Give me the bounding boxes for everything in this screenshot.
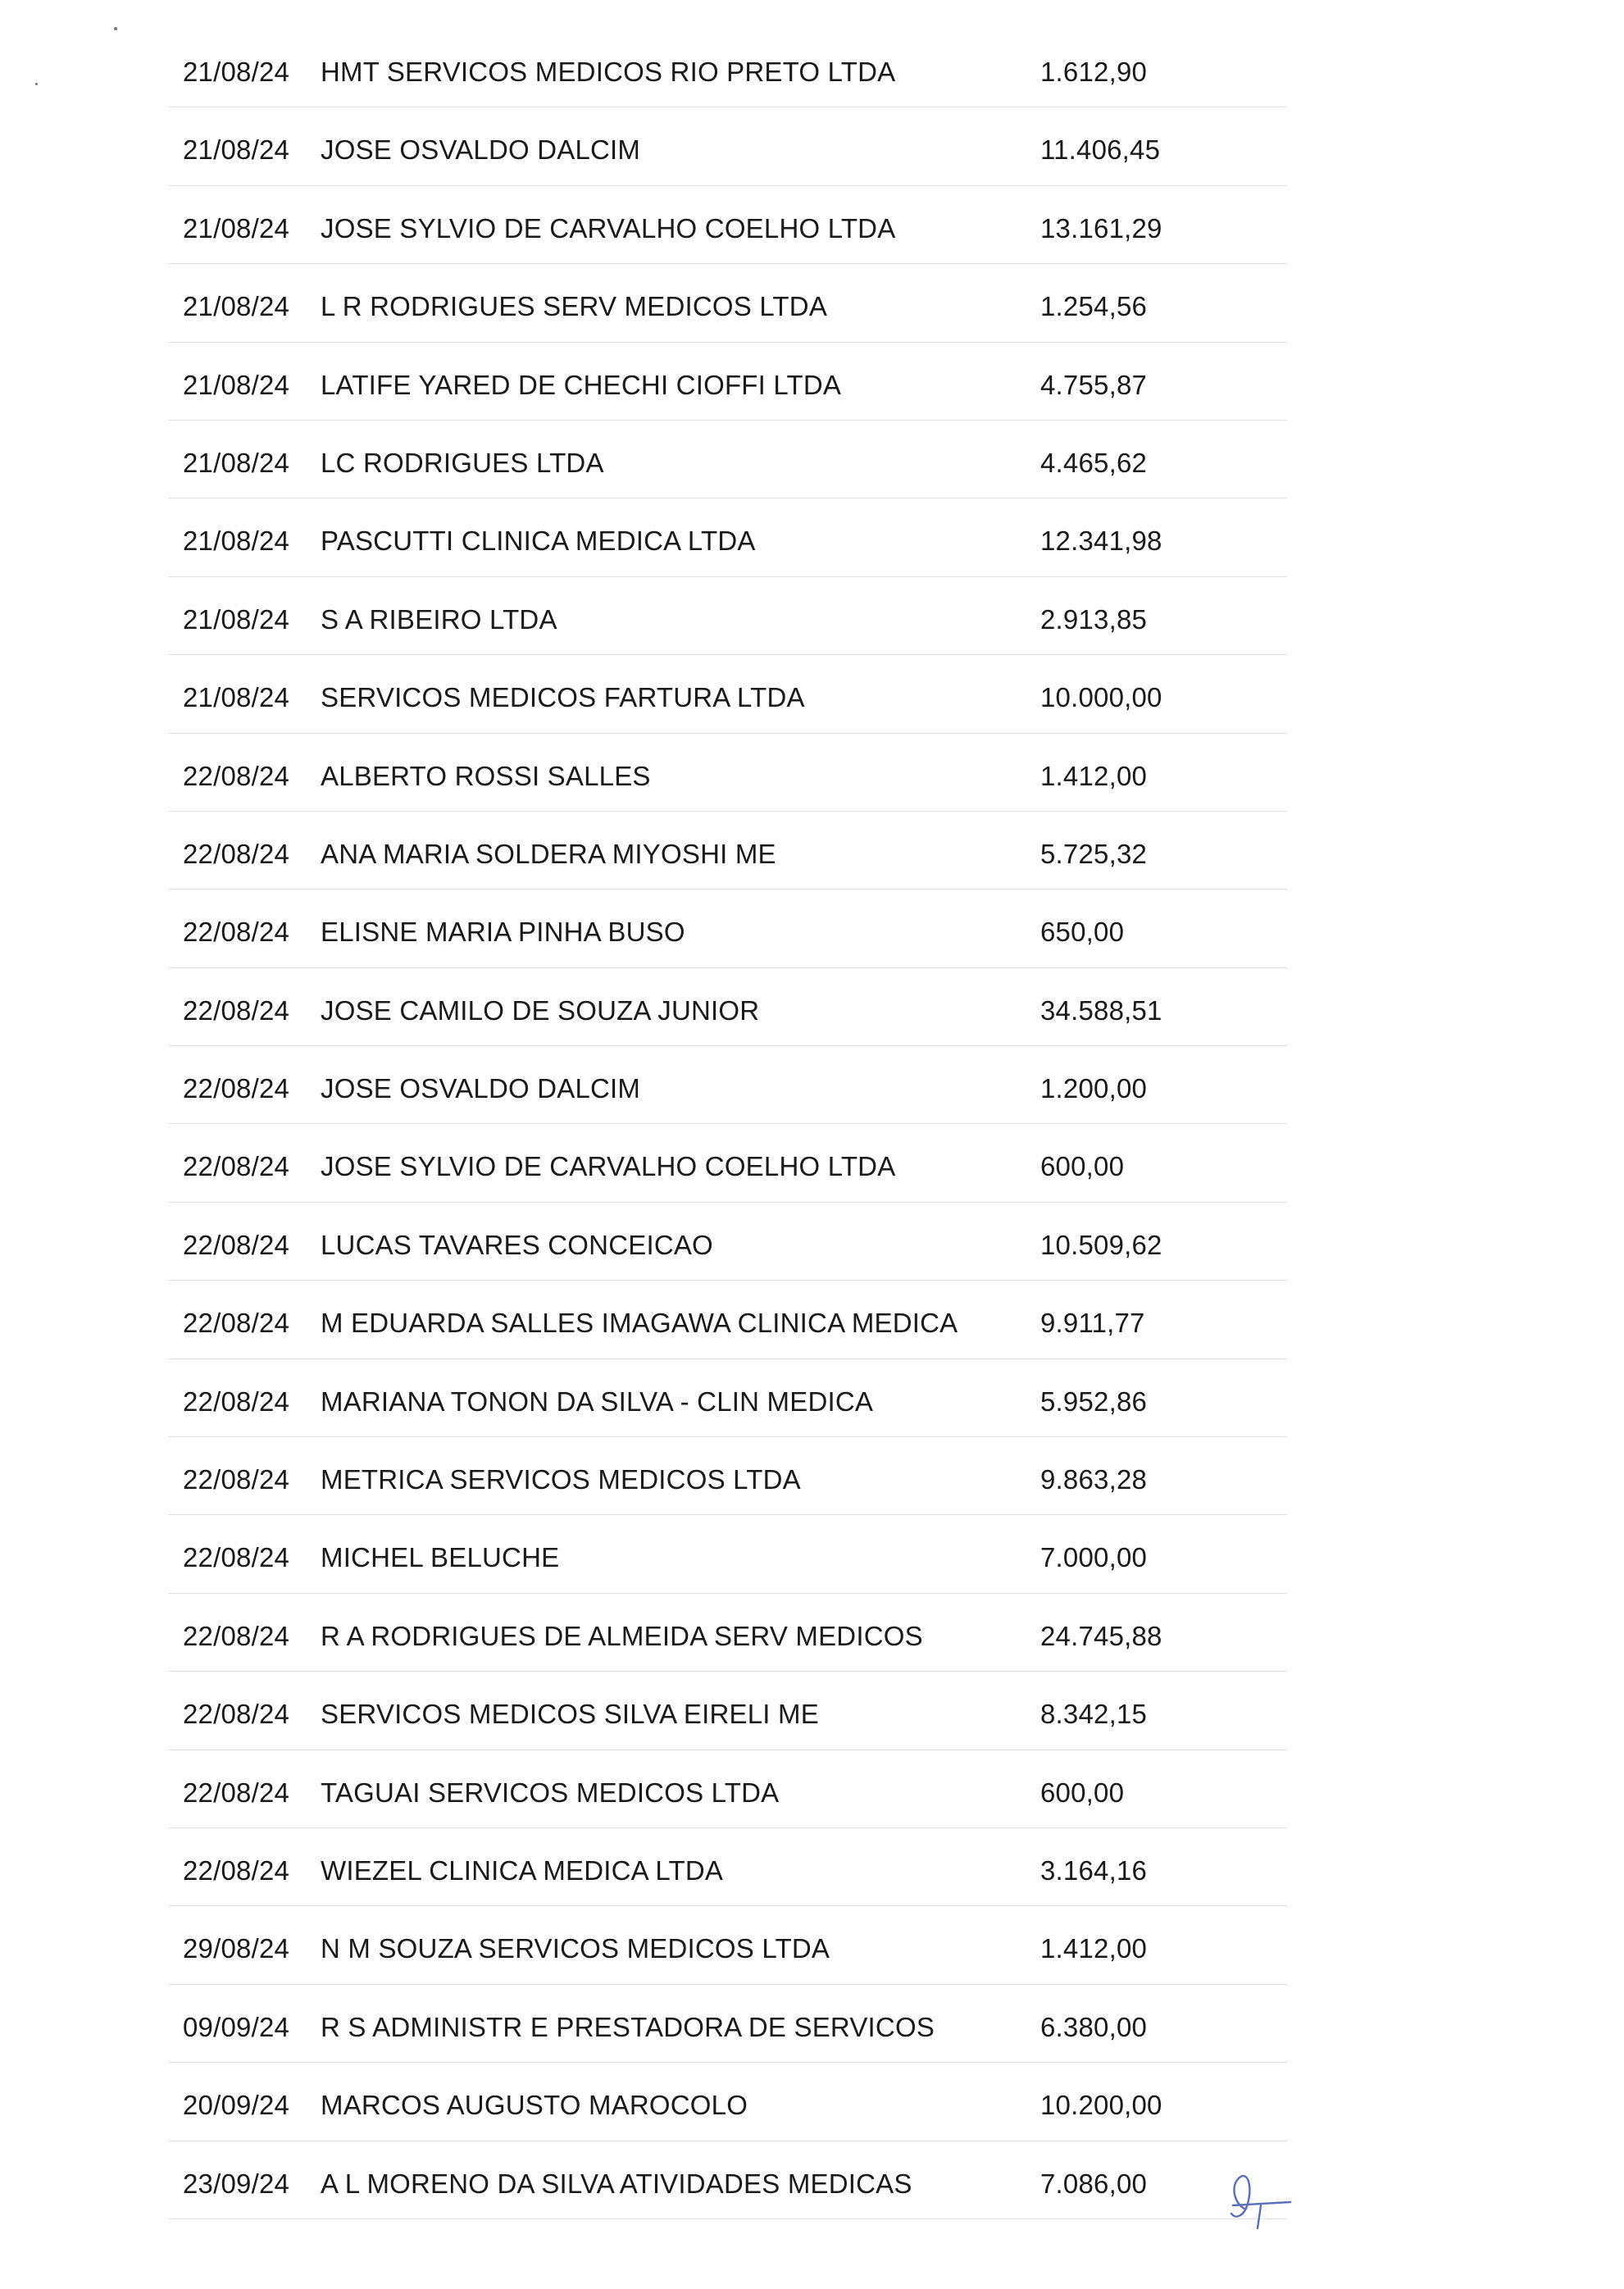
row-date: 21/08/24 — [183, 134, 290, 166]
table-row — [168, 2063, 1287, 2141]
row-name: ALBERTO ROSSI SALLES — [321, 760, 651, 791]
row-value: 9.911,77 — [1040, 1308, 1145, 1339]
row-date: 22/08/24 — [183, 1386, 290, 1417]
scan-speck — [35, 83, 38, 85]
row-date: 21/08/24 — [183, 212, 290, 243]
table-row — [168, 1359, 1287, 1437]
row-date: 22/08/24 — [183, 1620, 290, 1651]
row-value: 7.086,00 — [1040, 2168, 1148, 2199]
row-name: JOSE CAMILO DE SOUZA JUNIOR — [321, 994, 760, 1026]
table-row — [168, 968, 1287, 1046]
row-value: 13.161,29 — [1040, 212, 1162, 243]
row-date: 22/08/24 — [183, 1073, 290, 1104]
scan-speck — [114, 27, 117, 30]
row-value: 1.412,00 — [1040, 1933, 1148, 1964]
table-row — [168, 1124, 1287, 1202]
table-row — [168, 734, 1287, 812]
row-value: 2.913,85 — [1040, 603, 1148, 635]
row-date: 21/08/24 — [183, 682, 290, 713]
row-value: 600,00 — [1040, 1777, 1125, 1808]
row-name: R S ADMINISTR E PRESTADORA DE SERVICOS — [321, 2011, 935, 2042]
row-value: 24.745,88 — [1040, 1620, 1162, 1651]
row-value: 1.412,00 — [1040, 760, 1148, 791]
row-name: N M SOUZA SERVICOS MEDICOS LTDA — [321, 1933, 830, 1964]
row-date: 21/08/24 — [183, 369, 290, 400]
row-name: TAGUAI SERVICOS MEDICOS LTDA — [321, 1777, 780, 1808]
row-date: 22/08/24 — [183, 917, 290, 948]
row-date: 22/08/24 — [183, 1542, 290, 1573]
row-name: SERVICOS MEDICOS SILVA EIRELI ME — [321, 1699, 819, 1730]
row-value: 1.612,90 — [1040, 57, 1148, 87]
row-name: LUCAS TAVARES CONCEICAO — [321, 1229, 713, 1260]
table-row — [168, 343, 1287, 421]
table-row — [168, 186, 1287, 264]
row-name: MICHEL BELUCHE — [321, 1542, 560, 1573]
row-date: 21/08/24 — [183, 603, 290, 635]
table-row — [168, 1906, 1287, 1984]
row-value: 5.725,32 — [1040, 838, 1148, 869]
row-date: 20/09/24 — [183, 2090, 290, 2121]
row-name: ELISNE MARIA PINHA BUSO — [321, 917, 685, 948]
row-name: LATIFE YARED DE CHECHI CIOFFI LTDA — [321, 369, 842, 400]
table-row — [168, 577, 1287, 655]
row-value: 600,00 — [1040, 1151, 1125, 1182]
row-name: WIEZEL CLINICA MEDICA LTDA — [321, 1854, 724, 1886]
row-value: 6.380,00 — [1040, 2011, 1148, 2042]
row-value: 1.254,56 — [1040, 291, 1148, 322]
row-date: 21/08/24 — [183, 57, 290, 87]
row-value: 5.952,86 — [1040, 1386, 1148, 1417]
row-date: 22/08/24 — [183, 1464, 290, 1495]
row-date: 09/09/24 — [183, 2011, 290, 2042]
table-row — [168, 1672, 1287, 1750]
row-name: M EDUARDA SALLES IMAGAWA CLINICA MEDICA — [321, 1308, 958, 1339]
row-value: 10.509,62 — [1040, 1229, 1162, 1260]
row-name: SERVICOS MEDICOS FARTURA LTDA — [321, 682, 805, 713]
table-row — [168, 498, 1287, 576]
row-name: HMT SERVICOS MEDICOS RIO PRETO LTDA — [321, 57, 896, 87]
row-value: 11.406,45 — [1040, 134, 1161, 166]
row-date: 29/08/24 — [183, 1933, 290, 1964]
row-date: 22/08/24 — [183, 1699, 290, 1730]
row-date: 22/08/24 — [183, 760, 290, 791]
table-row — [168, 890, 1287, 967]
row-date: 21/08/24 — [183, 526, 290, 557]
row-date: 23/09/24 — [183, 2168, 290, 2199]
row-date: 22/08/24 — [183, 1151, 290, 1182]
table-row — [168, 812, 1287, 890]
table-row — [168, 2141, 1287, 2219]
row-name: A L MORENO DA SILVA ATIVIDADES MEDICAS — [321, 2168, 912, 2199]
row-name: L R RODRIGUES SERV MEDICOS LTDA — [321, 291, 828, 322]
row-date: 21/08/24 — [183, 447, 290, 478]
table-row — [168, 30, 1287, 107]
row-name: S A RIBEIRO LTDA — [321, 603, 557, 635]
table-row — [168, 655, 1287, 733]
row-date: 21/08/24 — [183, 291, 290, 322]
row-date: 22/08/24 — [183, 1229, 290, 1260]
row-name: JOSE SYLVIO DE CARVALHO COELHO LTDA — [321, 1151, 896, 1182]
row-value: 7.000,00 — [1040, 1542, 1148, 1573]
row-value: 8.342,15 — [1040, 1699, 1148, 1730]
row-value: 12.341,98 — [1040, 526, 1162, 557]
row-value: 3.164,16 — [1040, 1854, 1148, 1886]
row-name: MARIANA TONON DA SILVA - CLIN MEDICA — [321, 1386, 874, 1417]
row-date: 22/08/24 — [183, 1854, 290, 1886]
payment-table — [168, 30, 1287, 2219]
row-name: JOSE OSVALDO DALCIM — [321, 134, 641, 166]
row-value: 4.755,87 — [1040, 369, 1148, 400]
row-name: ANA MARIA SOLDERA MIYOSHI ME — [321, 838, 776, 869]
table-row — [168, 1750, 1287, 1828]
row-date: 22/08/24 — [183, 1777, 290, 1808]
table-row — [168, 1985, 1287, 2063]
row-name: JOSE SYLVIO DE CARVALHO COELHO LTDA — [321, 212, 896, 243]
signature-icon — [1212, 2161, 1302, 2235]
row-date: 22/08/24 — [183, 1308, 290, 1339]
row-name: JOSE OSVALDO DALCIM — [321, 1073, 641, 1104]
table-row — [168, 1828, 1287, 1906]
row-value: 4.465,62 — [1040, 447, 1148, 478]
row-name: R A RODRIGUES DE ALMEIDA SERV MEDICOS — [321, 1620, 923, 1651]
table-row — [168, 1594, 1287, 1672]
row-name: PASCUTTI CLINICA MEDICA LTDA — [321, 526, 756, 557]
row-date: 22/08/24 — [183, 838, 290, 869]
table-row — [168, 1203, 1287, 1281]
row-value: 34.588,51 — [1040, 994, 1162, 1026]
table-row — [168, 1437, 1287, 1515]
row-value: 650,00 — [1040, 917, 1125, 948]
row-value: 10.200,00 — [1040, 2090, 1162, 2121]
row-name: METRICA SERVICOS MEDICOS LTDA — [321, 1464, 801, 1495]
row-name: LC RODRIGUES LTDA — [321, 447, 604, 478]
table-row — [168, 1046, 1287, 1124]
row-date: 22/08/24 — [183, 994, 290, 1026]
table-row — [168, 107, 1287, 185]
row-value: 10.000,00 — [1040, 682, 1162, 713]
row-value: 1.200,00 — [1040, 1073, 1148, 1104]
table-row — [168, 264, 1287, 342]
row-name: MARCOS AUGUSTO MAROCOLO — [321, 2090, 748, 2121]
table-row — [168, 1515, 1287, 1593]
row-value: 9.863,28 — [1040, 1464, 1148, 1495]
table-row — [168, 421, 1287, 498]
table-row — [168, 1281, 1287, 1358]
